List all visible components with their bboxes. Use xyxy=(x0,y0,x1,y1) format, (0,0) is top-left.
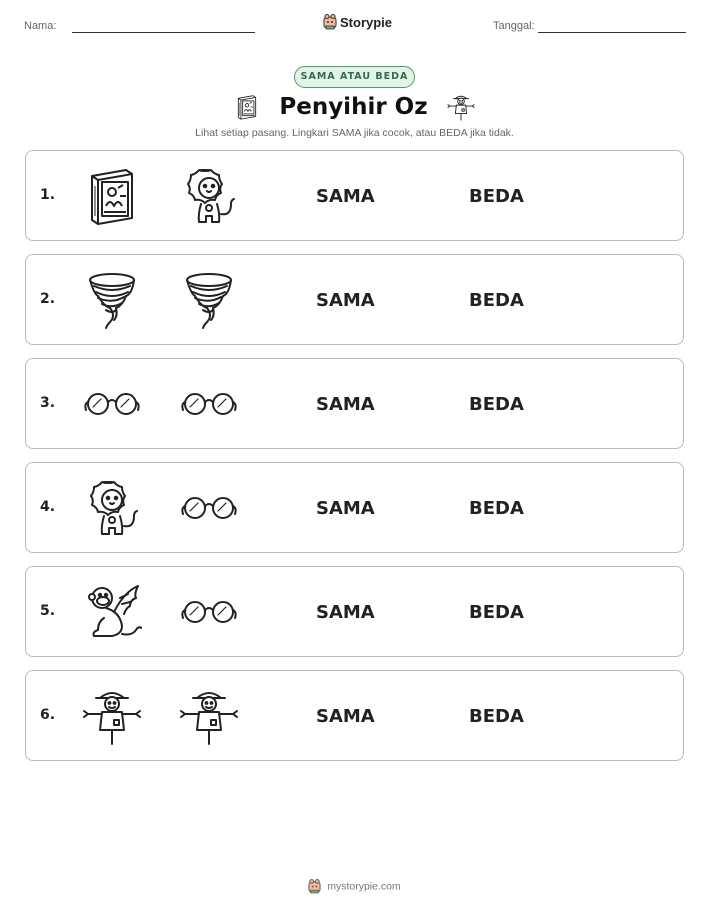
glasses-icon xyxy=(179,478,239,538)
flying-monkey-icon xyxy=(82,582,142,642)
tornado-icon xyxy=(82,270,142,330)
comparison-row xyxy=(25,254,684,345)
same-option[interactable]: SAMA xyxy=(316,186,375,207)
worksheet-header xyxy=(0,14,709,40)
date-field-line[interactable] xyxy=(538,32,686,33)
brand-name: Storypie xyxy=(340,14,393,30)
lion-icon xyxy=(179,166,239,226)
different-option[interactable]: BEDA xyxy=(469,602,524,623)
row-number: 1. xyxy=(40,187,56,203)
same-option[interactable]: SAMA xyxy=(316,498,375,519)
date-label: Tanggal: xyxy=(493,20,535,32)
comparison-row xyxy=(25,358,684,449)
different-option[interactable]: BEDA xyxy=(469,706,524,727)
brand-logo xyxy=(323,14,392,30)
glasses-icon xyxy=(82,374,142,434)
different-option[interactable]: BEDA xyxy=(469,394,524,415)
tornado-icon xyxy=(179,270,239,330)
storypie-mascot-icon xyxy=(323,14,337,30)
name-label: Nama: xyxy=(24,20,57,32)
book-icon xyxy=(82,166,142,226)
different-option[interactable]: BEDA xyxy=(469,290,524,311)
comparison-row xyxy=(25,150,684,241)
page-title: Penyihir Oz xyxy=(279,94,428,120)
same-option[interactable]: SAMA xyxy=(316,394,375,415)
lion-icon xyxy=(82,478,142,538)
row-number: 5. xyxy=(40,603,56,619)
worksheet-type-badge: SAMA ATAU BEDA xyxy=(294,66,415,88)
name-field-line[interactable] xyxy=(72,32,255,33)
comparison-row xyxy=(25,670,684,761)
same-option[interactable]: SAMA xyxy=(316,290,375,311)
scarecrow-icon xyxy=(179,686,239,746)
row-number: 3. xyxy=(40,395,56,411)
storypie-mascot-icon xyxy=(308,879,321,894)
same-option[interactable]: SAMA xyxy=(316,706,375,727)
scarecrow-icon xyxy=(82,686,142,746)
footer xyxy=(0,879,709,894)
row-number: 4. xyxy=(40,499,56,515)
glasses-icon xyxy=(179,582,239,642)
different-option[interactable]: BEDA xyxy=(469,186,524,207)
comparison-row xyxy=(25,462,684,553)
same-option[interactable]: SAMA xyxy=(316,602,375,623)
comparison-row xyxy=(25,566,684,657)
book-icon xyxy=(234,93,260,121)
glasses-icon xyxy=(179,374,239,434)
different-option[interactable]: BEDA xyxy=(469,498,524,519)
scarecrow-icon xyxy=(447,92,475,122)
footer-url[interactable]: mystorypie.com xyxy=(327,880,401,893)
row-number: 2. xyxy=(40,291,56,307)
row-number: 6. xyxy=(40,707,56,723)
instructions: Lihat setiap pasang. Lingkari SAMA jika cocok, atau BEDA jika tidak. xyxy=(195,127,514,139)
title-row xyxy=(0,92,709,122)
